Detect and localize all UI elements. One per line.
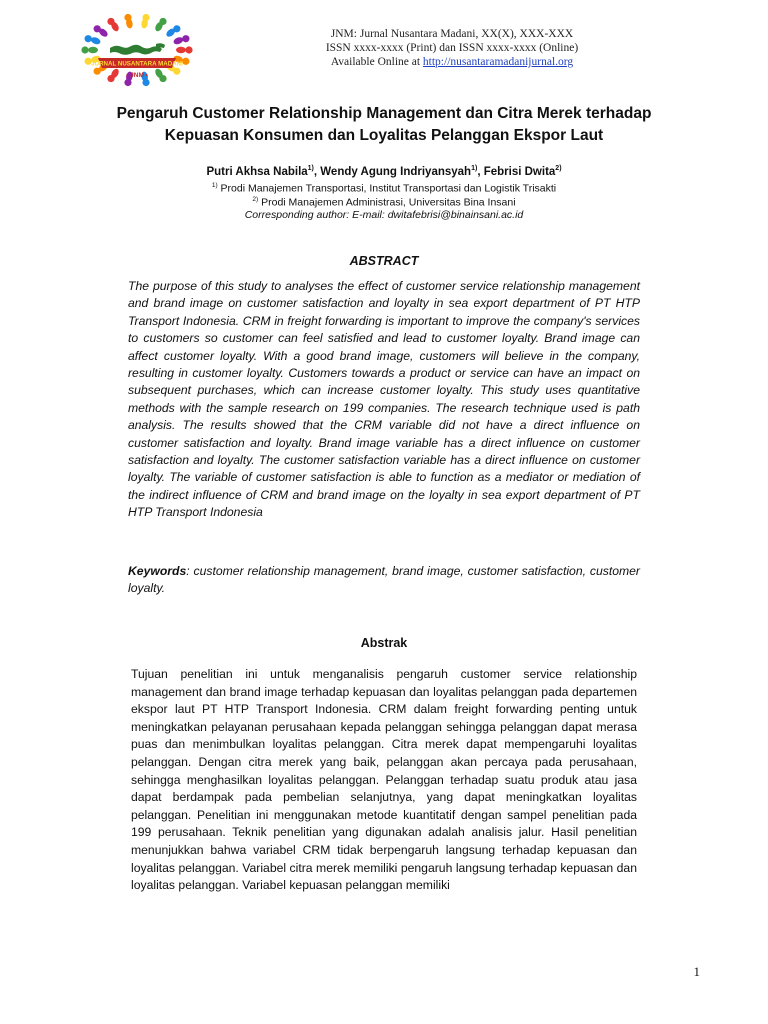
logo-figure-icon	[154, 67, 167, 82]
affiliation-mark: 1)	[211, 182, 218, 189]
author-separator: ,	[477, 165, 484, 178]
logo-figure-icon	[124, 14, 133, 29]
logo-figure-icon	[176, 46, 193, 53]
logo-figure-icon	[85, 35, 102, 45]
indonesia-map-icon	[110, 43, 165, 55]
logo-figure-icon	[107, 67, 120, 82]
author-name: Putri Akhsa Nabila	[206, 165, 308, 178]
abstrak-body: Tujuan penelitian ini untuk menganalisis pengaruh customer service relationship management dan brand image terhadap kepuasan dan loyalitas pelanggan pada departemen ekspor laut PT HTP Transport Indonesia. CRM dalam freight forwarding penting untuk meningkatkan pelayanan perusahaan kepada pelanggan sehingga pelanggan dapat merasa puas dan menimbulkan loyalitas pelanggan. Citra merek dapat mempengaruhi loyalitas pelanggan. Dengan citra merek yang baik, pelanggan akan percaya pada perusahaan, sehingga menghasilkan loyalitas pelanggan. Pelanggan terhadap suatu produk atau jasa dapat berdampak pada pembelian selanjutnya, yang dapat meningkatkan loyalitas pelanggan. Penelitian ini menggunakan metode kuantitatif dengan sampel penelitian pada 199 perusahaan. Teknik penelitian yang digunakan adalah analisis jalur. Hasil penelitian menunjukkan bahwa variabel CRM tidak berpengaruh langsung terhadap kepuasan dan loyalitas pelanggan. Variabel citra merek memiliki pengaruh langsung terhadap kepuasan dan loyalitas pelanggan. Variabel kepuasan pelanggan memiliki	[131, 667, 637, 893]
affiliation-mark: 2)	[252, 196, 259, 203]
author-affiliation-mark: 2)	[555, 165, 562, 172]
affiliation-text: Prodi Manajemen Transportasi, Institut Transportasi dan Logistik Trisakti	[217, 182, 557, 195]
keywords	[128, 563, 640, 598]
keywords-text: : customer relationship management, brand image, customer satisfaction, customer loyalty.	[128, 564, 640, 596]
logo-text: JURNAL NUSANTARA MADANI	[91, 60, 183, 68]
affiliation-text: Prodi Manajemen Administrasi, Universitas Bina Insani	[258, 196, 516, 209]
author-separator: ,	[313, 165, 321, 178]
journal-website-link[interactable]: http://nusantaramadanijurnal.org	[422, 56, 574, 68]
journal-availability	[262, 55, 642, 69]
availability-prefix: Available Online at	[330, 56, 423, 68]
journal-citation: JNM: Jurnal Nusantara Madani, XX(X), XXX-XXX	[330, 28, 574, 40]
author-name: Febrisi Dwita	[483, 165, 556, 178]
logo-figure-icon	[141, 14, 150, 29]
logo-figure-icon	[107, 18, 120, 33]
logo-figure-icon	[154, 18, 167, 33]
abstract-body: The purpose of this study to analyses the effect of customer service relationship management and brand image on customer satisfaction and loyalty in sea export department of PT HTP Transport Indonesia. CRM in freight forwarding is important to improve the company's services to customers so customer can feel satisfied and lead to customer loyalty. Brand image can affect customer loyalty. With a good brand image, customers will believe in the company, resulting in customer loyalty. Customers towards a product or service can have an impact on subsequent purchases, which can increase customer loyalty. This study uses quantitative methods with the sample research on 199 companies. The research technique used is path analysis. The results showed that the CRM variable did not have a direct influence on customer satisfaction and loyalty. Brand image variable has a direct influence on customer satisfaction and loyalty. The customer satisfaction variable has a direct influence on customer loyalty. The variable of customer satisfaction is able to function as a mediator or mediation of the indirect influence of CRM and brand image on the loyalty in sea export department of PT HTP Transport Indonesia	[128, 279, 640, 520]
journal-logo	[72, 12, 202, 90]
logo-figure-icon	[173, 35, 190, 45]
author-affiliation-mark: 1)	[471, 165, 478, 172]
journal-header	[262, 27, 642, 69]
author-name: Wendy Agung Indriyansyah	[320, 165, 472, 178]
logo-abbrev: • JNM •	[126, 72, 148, 79]
author-list	[90, 161, 678, 180]
logo-figure-icon	[81, 46, 98, 53]
journal-issn: ISSN xxxx-xxxx (Print) dan ISSN xxxx-xxxx (Online)	[325, 42, 579, 54]
corresponding-author: Corresponding author: E-mail: dwitafebrisi@binainsani.ac.id	[244, 209, 524, 221]
logo-figure-icon	[165, 25, 181, 38]
paper-title: Pengaruh Customer Relationship Management dan Citra Merek terhadap Kepuasan Konsumen dan Loyalitas Pelanggan Ekspor Laut	[116, 105, 652, 144]
abstract-heading: ABSTRACT	[349, 254, 419, 268]
author-affiliation-mark: 1)	[307, 165, 314, 172]
page-number: 1	[693, 964, 700, 979]
keywords-label: Keywords	[128, 564, 187, 578]
abstrak-heading: Abstrak	[360, 636, 408, 650]
logo-figure-icon	[94, 25, 110, 38]
